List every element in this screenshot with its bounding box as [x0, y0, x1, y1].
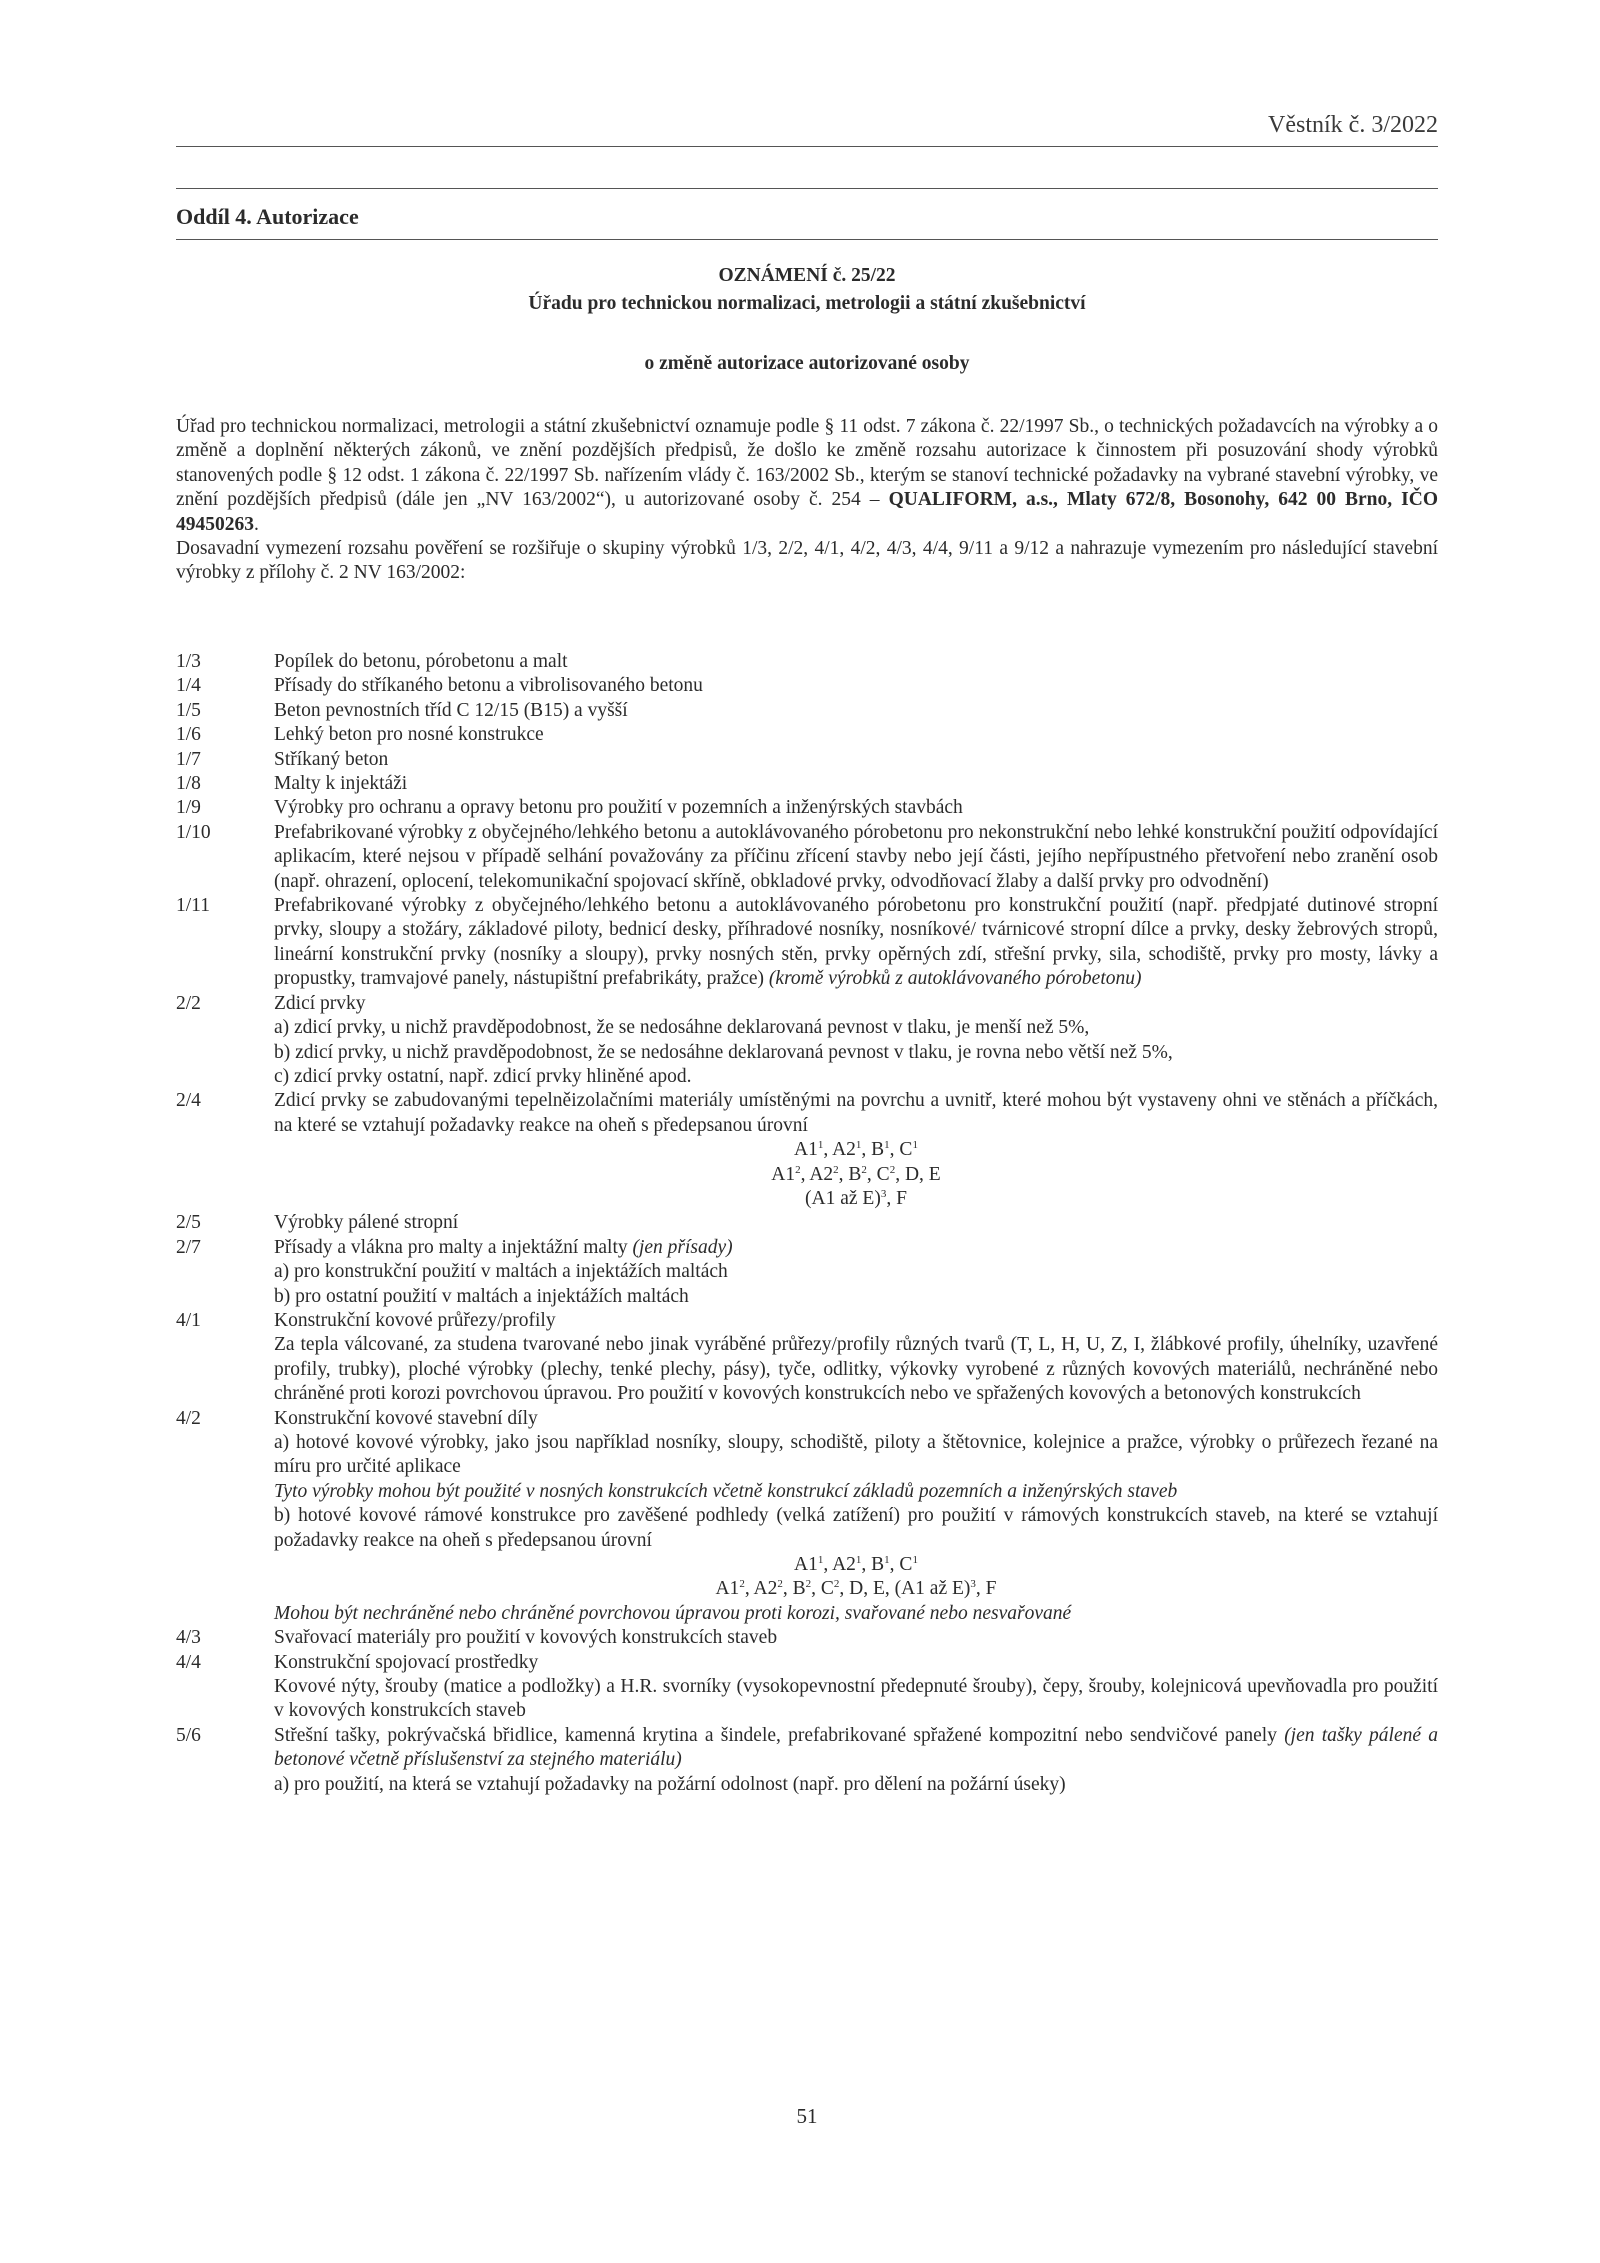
list-item: 1/9 Výrobky pro ochranu a opravy betonu pro použití v pozemních a inženýrských stavbách: [176, 796, 1438, 820]
product-list: [176, 650, 1438, 1797]
item-code: 1/4: [176, 675, 201, 697]
list-item: 2/2 Zdicí prvky a) zdicí prvky, u nichž pravděpodobnost, že se nedosáhne deklarovaná pevnost v tlaku, je menší než 5%, b) zdicí prvky, u nichž pravděpodobnost, že se nedosáhne deklarovaná pevnost v tlaku, je rovna nebo větší než 5%, c) zdicí prvky ostatní, např. zdicí prvky hliněné apod.: [176, 992, 1438, 1090]
item-code: 4/2: [176, 1407, 201, 1429]
item-code: 4/3: [176, 1627, 201, 1649]
section-rule-bottom: [176, 239, 1438, 240]
item-code: 4/1: [176, 1309, 201, 1331]
list-item: 1/10 Prefabrikované výrobky z obyčejného/lehkého betonu a autoklávovaného pórobetonu pro nekonstrukční nebo lehké konstrukční použití odpovídající aplikacím, které nejsou v případě selhání považovány za příčinu zřícení stavby nebo její části, jejího nepřípustného přetvoření nebo zranění osob (např. ohrazení, oplocení, telekomunikační spojovací skříně, obkladové prvky, odvodňovací žlaby a další prvky pro odvodnění): [176, 821, 1438, 892]
fire-class-line: $A1^2$, $A2^2$, $B^2$, $C^2$, D, E: [771, 1163, 941, 1185]
sub-item: Kovové nýty, šrouby (matice a podložky) a H.R. svorníky (vysokopevnostní předepnuté šrouby), čepy, šrouby, kolejnicová upevňovadla pro použití v kovových konstrukcích staveb: [274, 1676, 1438, 1722]
list-item: 4/4 Konstrukční spojovací prostředky Kovové nýty, šrouby (matice a podložky) a H.R. svorníky (vysokopevnostní předepnuté šrouby), čepy, šrouby, kolejnicová upevňovadla pro použití v kovových konstrukcích staveb: [176, 1651, 1438, 1724]
intro-paragraph-1: Úřad pro technickou normalizaci, metrologii a státní zkušebnictví oznamuje podle § 11 odst. 7 zákona č. 22/1997 Sb., o technických požadavcích na výrobky a o změně a doplnění některých zákonů, ve znění pozdějších předpisů, že došlo ke změně rozsahu autorizace k činnostem při posuzování shody výrobků stanovených podle § 12 odst. 1 zákona č. 22/1997 Sb. nařízením vlády č. 163/2002 Sb., kterým se stanoví technické požadavky na vybrané stavební výrobky, ve znění pozdějších předpisů (dále jen „NV 163/2002“), u autorizované osoby č. 254 – QUALIFORM, a.s., Mlaty 672/8, Bosonohy, 642 00 Brno, IČO 49450263.: [176, 416, 1438, 535]
fire-class-line: (A1 až E)$^3$, F: [805, 1187, 907, 1209]
item-code: 1/5: [176, 699, 201, 721]
sub-item-note: Mohou být nechráněné nebo chráněné povrchovou úpravou proti korozi, svařované nebo nesvařované: [274, 1602, 1072, 1624]
sub-item: a) pro konstrukční použití v maltách a injektážích maltách: [274, 1261, 728, 1283]
list-item: 5/6 Střešní tašky, pokrývačská břidlice, kamenná krytina a šindele, prefabrikované spřažené kompozitní nebo sendvičové panely (jen tašky pálené a betonové včetně příslušenství za stejného materiálu) a) pro použití, na která se vztahují požadavky na požární odolnost (např. pro dělení na požární úseky): [176, 1724, 1438, 1797]
intro-paragraph-2: Dosavadní vymezení rozsahu pověření se rozšiřuje o skupiny výrobků 1/3, 2/2, 4/1, 4/2, 4/3, 4/4, 9/11 a 9/12 a nahrazuje vymezením pro následující stavební výrobky z přílohy č. 2 NV 163/2002:: [176, 538, 1438, 584]
page-number: 51: [796, 2104, 818, 2128]
item-code: 2/2: [176, 992, 201, 1014]
item-code: 1/6: [176, 724, 201, 746]
section-title: Oddíl 4. Autorizace: [176, 204, 359, 229]
sub-item: b) hotové kovové rámové konstrukce pro zavěšené podhledy (velká zatížení) pro použití v rámových konstrukcích staveb, na které se vztahují požadavky reakce na oheň s předepsanou úrovní: [274, 1505, 1438, 1551]
list-item: 1/3 Popílek do betonu, pórobetonu a malt: [176, 650, 1438, 674]
list-item: 4/3 Svařovací materiály pro použití v kovových konstrukcích staveb: [176, 1626, 1438, 1650]
fire-class-line: $A1^1$, $A2^1$, $B^1$, $C^1$: [794, 1139, 918, 1161]
notice-subject: o změně autorizace autorizované osoby: [644, 353, 970, 374]
sub-item: b) zdicí prvky, u nichž pravděpodobnost, že se nedosáhne deklarovaná pevnost v tlaku, je rovna nebo větší než 5%,: [274, 1041, 1173, 1063]
sub-item: a) pro použití, na která se vztahují požadavky na požární odolnost (např. pro dělení na požární úseky): [274, 1773, 1066, 1795]
list-item: 1/4 Přísady do stříkaného betonu a vibrolisovaného betonu: [176, 674, 1438, 698]
sub-item-note: Tyto výrobky mohou být použité v nosných konstrukcích včetně konstrukcí základů pozemních a inženýrských staveb: [274, 1480, 1178, 1502]
item-code: 1/8: [176, 773, 201, 795]
list-item: 2/4 Zdicí prvky se zabudovanými tepelněizolačními materiály umístěnými na povrchu a uvnitř, které mohou být vystaveny ohni ve stěnách a příčkách, na které se vztahují požadavky reakce na oheň s předepsanou úrovní $A1^1$, $A2^1$, $B^1$, $C^1$ $A1^2$, $A2^2$, $B^2$, $C^2$, D, E (A1 až E)$^3$, F: [176, 1089, 1438, 1211]
authorized-body: QUALIFORM, a.s., Mlaty 672/8, Bosonohy, 642 00 Brno, IČO 49450263: [176, 489, 1438, 535]
list-item: 4/1 Konstrukční kovové průřezy/profily Za tepla válcované, za studena tvarované nebo jinak vyráběné průřezy/profily různých tvarů (T, L, H, U, Z, I, žlábkové profily, úhelníky, uzavřené profily, trubky), ploché výrobky (plechy, tenké plechy, pásy), tyče, odlitky, výkovky vyrobené z různých kovových materiálů, nechráněné nebo chráněné proti korozi povrchovou úpravou. Pro použití v kovových konstrukcích nebo ve spřažených kovových a betonových konstrukcích: [176, 1309, 1438, 1407]
item-code: 2/4: [176, 1090, 201, 1112]
section-rule-top: [176, 188, 1438, 189]
list-item: 1/7 Stříkaný beton: [176, 748, 1438, 772]
item-code: 1/7: [176, 748, 201, 770]
item-code: 1/9: [176, 797, 201, 819]
journal-header: Věstník č. 3/2022: [1268, 112, 1438, 138]
fire-class-line: $A1^2$, $A2^2$, $B^2$, $C^2$, D, E, (A1 až E)$^3$, F: [715, 1578, 997, 1600]
notice-number: OZNÁMENÍ č. 25/22: [718, 265, 896, 286]
intro-text: [176, 415, 1438, 586]
list-item: 2/5 Výrobky pálené stropní: [176, 1211, 1438, 1235]
list-item: 1/8 Malty k injektáži: [176, 772, 1438, 796]
header-rule: [176, 146, 1438, 147]
sub-item: a) zdicí prvky, u nichž pravděpodobnost, že se nedosáhne deklarovaná pevnost v tlaku, je menší než 5%,: [274, 1017, 1090, 1039]
list-item: 2/7 Přísady a vlákna pro malty a injektážní malty (jen přísady) a) pro konstrukční použití v maltách a injektážích maltách b) pro ostatní použití v maltách a injektážích maltách: [176, 1236, 1438, 1309]
list-item: 1/6 Lehký beton pro nosné konstrukce: [176, 723, 1438, 747]
list-item: 4/2 Konstrukční kovové stavební díly a) hotové kovové výrobky, jako jsou například nosníky, sloupy, schodiště, piloty a štětovnice, kolejnice a pražce, výrobky o průřezech řezané na míru pro určité aplikace Tyto výrobky mohou být použité v nosných konstrukcích včetně konstrukcí základů pozemních a inženýrských staveb b) hotové kovové rámové konstrukce pro zavěšené podhledy (velká zatížení) pro použití v rámových konstrukcích staveb, na které se vztahují požadavky reakce na oheň s předepsanou úrovní $A1^1$, $A2^1$, $B^1$, $C^1$ $A1^2$, $A2^2$, $B^2$, $C^2$, D, E, (A1 až E)$^3$, F Mohou být nechráněné nebo chráněné povrchovou úpravou proti korozi, svařované nebo nesvařované: [176, 1407, 1438, 1627]
sub-item: c) zdicí prvky ostatní, např. zdicí prvky hliněné apod.: [274, 1065, 692, 1087]
sub-item: a) hotové kovové výrobky, jako jsou například nosníky, sloupy, schodiště, piloty a štětovnice, kolejnice a pražce, výrobky o průřezech řezané na míru pro určité aplikace: [274, 1432, 1438, 1478]
item-code: 1/3: [176, 651, 201, 672]
item-code: 4/4: [176, 1651, 201, 1673]
item-code: 5/6: [176, 1724, 201, 1746]
list-item: 1/5 Beton pevnostních tříd C 12/15 (B15) a vyšší: [176, 699, 1438, 723]
item-code: 1/11: [176, 895, 210, 917]
item-code: 2/7: [176, 1236, 201, 1258]
sub-item: b) pro ostatní použití v maltách a injektážích maltách: [274, 1285, 689, 1307]
sub-item: Za tepla válcované, za studena tvarované nebo jinak vyráběné průřezy/profily různých tvarů (T, L, H, U, Z, I, žlábkové profily, úhelníky, uzavřené profily, trubky), ploché výrobky (plechy, tenké plechy, pásy), tyče, odlitky, výkovky vyrobené z různých kovových materiálů, nechráněné nebo chráněné proti korozi povrchovou úpravou. Pro použití v kovových konstrukcích nebo ve spřažených kovových a betonových konstrukcích: [274, 1334, 1438, 1405]
notice-issuer: Úřadu pro technickou normalizaci, metrologii a státní zkušebnictví: [528, 293, 1086, 314]
item-code: 2/5: [176, 1212, 201, 1234]
list-item: 1/11 Prefabrikované výrobky z obyčejného/lehkého betonu a autoklávovaného pórobetonu pro konstrukční použití (např. předpjaté dutinové stropní prvky, sloupy a stožáry, základové piloty, bednicí desky, příhradové nosníky, nosníkové/ tvárnicové stropní dílce a prvky, desky žebrových stropů, lineární konstrukční prvky (nosníky a sloupy), prvky nosných stěn, prvky opěrných zdí, střešní prvky, sila, schodiště, prvky pro mosty, lávky a propustky, tramvajové panely, nástupištní prefabrikáty, pražce) (kromě výrobků z autoklávovaného pórobetonu): [176, 895, 1438, 990]
item-code: 1/10: [176, 821, 211, 843]
fire-class-line: $A1^1$, $A2^1$, $B^1$, $C^1$: [794, 1554, 918, 1576]
